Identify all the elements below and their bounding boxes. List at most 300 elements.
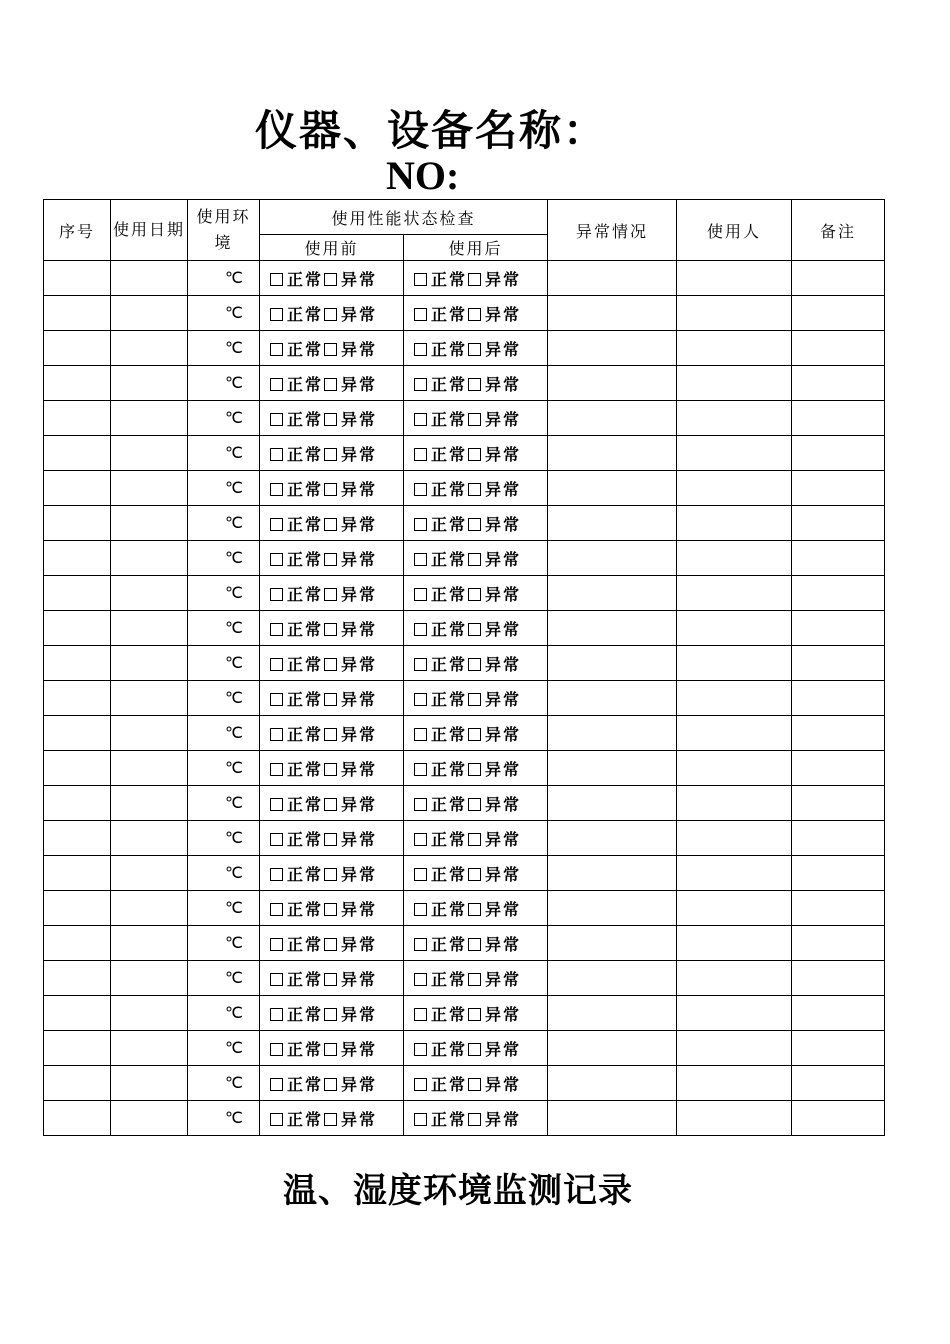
before-abnormal-label: 异常 <box>341 304 378 324</box>
seq-cell[interactable] <box>44 611 111 646</box>
env-temperature-cell[interactable]: ℃ <box>188 891 260 926</box>
before-normal-checkbox[interactable] <box>270 658 283 671</box>
env-temperature-cell[interactable]: ℃ <box>188 331 260 366</box>
abnormal-cell[interactable] <box>548 436 677 471</box>
user-cell[interactable] <box>677 436 792 471</box>
after-normal-checkbox[interactable] <box>414 308 427 321</box>
after-normal-checkbox[interactable] <box>414 623 427 636</box>
after-normal-checkbox[interactable] <box>414 1008 427 1021</box>
before-abnormal-checkbox[interactable] <box>324 448 337 461</box>
date-cell[interactable] <box>111 541 188 576</box>
before-abnormal-checkbox[interactable] <box>324 693 337 706</box>
before-abnormal-checkbox[interactable] <box>324 518 337 531</box>
remark-cell[interactable] <box>792 331 885 366</box>
before-status-cell <box>260 576 404 611</box>
env-temperature-cell[interactable]: ℃ <box>188 261 260 296</box>
user-cell[interactable] <box>677 891 792 926</box>
before-normal-checkbox[interactable] <box>270 938 283 951</box>
after-normal-checkbox[interactable] <box>414 1043 427 1056</box>
user-cell[interactable] <box>677 576 792 611</box>
env-temperature-cell[interactable]: ℃ <box>188 576 260 611</box>
before-status-cell <box>260 786 404 821</box>
before-abnormal-checkbox[interactable] <box>324 658 337 671</box>
abnormal-cell[interactable] <box>548 366 677 401</box>
after-status-cell <box>404 366 548 401</box>
after-normal-label: 正常 <box>431 584 468 604</box>
user-cell[interactable] <box>677 856 792 891</box>
after-abnormal-checkbox[interactable] <box>468 973 481 986</box>
seq-cell[interactable] <box>44 716 111 751</box>
date-cell[interactable] <box>111 821 188 856</box>
env-temperature-cell[interactable]: ℃ <box>188 821 260 856</box>
after-normal-checkbox[interactable] <box>414 343 427 356</box>
after-abnormal-checkbox[interactable] <box>468 833 481 846</box>
env-temperature-cell[interactable]: ℃ <box>188 1031 260 1066</box>
seq-cell[interactable] <box>44 751 111 786</box>
before-status-cell <box>260 471 404 506</box>
before-abnormal-checkbox[interactable] <box>324 973 337 986</box>
remark-cell[interactable] <box>792 961 885 996</box>
before-normal-checkbox[interactable] <box>270 833 283 846</box>
remark-cell[interactable] <box>792 541 885 576</box>
abnormal-cell[interactable] <box>548 996 677 1031</box>
after-normal-checkbox[interactable] <box>414 553 427 566</box>
after-normal-checkbox[interactable] <box>414 763 427 776</box>
seq-cell[interactable] <box>44 856 111 891</box>
env-temperature-cell[interactable]: ℃ <box>188 436 260 471</box>
before-normal-checkbox[interactable] <box>270 413 283 426</box>
after-status-cell <box>404 786 548 821</box>
env-temperature-cell[interactable]: ℃ <box>188 1066 260 1101</box>
user-cell[interactable] <box>677 471 792 506</box>
abnormal-cell[interactable] <box>548 401 677 436</box>
before-normal-checkbox[interactable] <box>270 518 283 531</box>
usage-record-table <box>43 199 885 1136</box>
abnormal-cell[interactable] <box>548 1031 677 1066</box>
after-abnormal-checkbox[interactable] <box>468 308 481 321</box>
env-temperature-cell[interactable]: ℃ <box>188 1101 260 1136</box>
before-normal-checkbox[interactable] <box>270 553 283 566</box>
before-normal-checkbox[interactable] <box>270 973 283 986</box>
after-normal-checkbox[interactable] <box>414 973 427 986</box>
date-cell[interactable] <box>111 611 188 646</box>
after-abnormal-checkbox[interactable] <box>468 378 481 391</box>
before-abnormal-checkbox[interactable] <box>324 903 337 916</box>
before-abnormal-checkbox[interactable] <box>324 273 337 286</box>
user-cell[interactable] <box>677 716 792 751</box>
date-cell[interactable] <box>111 471 188 506</box>
seq-cell[interactable] <box>44 296 111 331</box>
before-normal-checkbox[interactable] <box>270 308 283 321</box>
abnormal-cell[interactable] <box>548 471 677 506</box>
header-date: 使用日期 <box>111 200 188 261</box>
env-temperature-cell[interactable]: ℃ <box>188 611 260 646</box>
date-cell[interactable] <box>111 1066 188 1101</box>
after-normal-checkbox[interactable] <box>414 798 427 811</box>
before-normal-checkbox[interactable] <box>270 1043 283 1056</box>
after-abnormal-checkbox[interactable] <box>468 798 481 811</box>
after-abnormal-label: 异常 <box>485 654 522 674</box>
abnormal-cell[interactable] <box>548 891 677 926</box>
date-cell[interactable] <box>111 786 188 821</box>
before-status-cell <box>260 996 404 1031</box>
after-normal-checkbox[interactable] <box>414 728 427 741</box>
date-cell[interactable] <box>111 996 188 1031</box>
env-temperature-cell[interactable]: ℃ <box>188 471 260 506</box>
user-cell[interactable] <box>677 1066 792 1101</box>
after-abnormal-checkbox[interactable] <box>468 763 481 776</box>
after-normal-checkbox[interactable] <box>414 658 427 671</box>
remark-cell[interactable] <box>792 821 885 856</box>
before-abnormal-checkbox[interactable] <box>324 763 337 776</box>
after-abnormal-checkbox[interactable] <box>468 903 481 916</box>
before-normal-checkbox[interactable] <box>270 1078 283 1091</box>
date-cell[interactable] <box>111 891 188 926</box>
after-abnormal-checkbox[interactable] <box>468 1043 481 1056</box>
abnormal-cell[interactable] <box>548 611 677 646</box>
after-abnormal-checkbox[interactable] <box>468 938 481 951</box>
before-abnormal-checkbox[interactable] <box>324 483 337 496</box>
after-normal-checkbox[interactable] <box>414 588 427 601</box>
remark-cell[interactable] <box>792 471 885 506</box>
after-normal-label: 正常 <box>431 829 468 849</box>
table-row <box>44 996 885 1031</box>
before-abnormal-checkbox[interactable] <box>324 1008 337 1021</box>
remark-cell[interactable] <box>792 576 885 611</box>
abnormal-cell[interactable] <box>548 576 677 611</box>
before-abnormal-checkbox[interactable] <box>324 308 337 321</box>
after-abnormal-checkbox[interactable] <box>468 273 481 286</box>
before-abnormal-checkbox[interactable] <box>324 1113 337 1126</box>
after-abnormal-checkbox[interactable] <box>468 1113 481 1126</box>
env-temperature-cell[interactable]: ℃ <box>188 996 260 1031</box>
remark-cell[interactable] <box>792 891 885 926</box>
abnormal-cell[interactable] <box>548 331 677 366</box>
before-normal-label: 正常 <box>287 374 324 394</box>
after-abnormal-checkbox[interactable] <box>468 343 481 356</box>
seq-cell[interactable] <box>44 261 111 296</box>
before-normal-checkbox[interactable] <box>270 448 283 461</box>
date-cell[interactable] <box>111 401 188 436</box>
abnormal-cell[interactable] <box>548 541 677 576</box>
table-row <box>44 366 885 401</box>
seq-cell[interactable] <box>44 541 111 576</box>
date-cell[interactable] <box>111 331 188 366</box>
after-normal-checkbox[interactable] <box>414 273 427 286</box>
abnormal-cell[interactable] <box>548 751 677 786</box>
after-abnormal-checkbox[interactable] <box>468 868 481 881</box>
before-normal-checkbox[interactable] <box>270 623 283 636</box>
remark-cell[interactable] <box>792 716 885 751</box>
before-abnormal-label: 异常 <box>341 444 378 464</box>
before-normal-checkbox[interactable] <box>270 798 283 811</box>
user-cell[interactable] <box>677 261 792 296</box>
before-abnormal-label: 异常 <box>341 339 378 359</box>
user-cell[interactable] <box>677 1101 792 1136</box>
before-abnormal-checkbox[interactable] <box>324 728 337 741</box>
seq-cell[interactable] <box>44 366 111 401</box>
env-temperature-cell[interactable]: ℃ <box>188 681 260 716</box>
abnormal-cell[interactable] <box>548 926 677 961</box>
after-abnormal-checkbox[interactable] <box>468 1078 481 1091</box>
before-abnormal-checkbox[interactable] <box>324 553 337 566</box>
seq-cell[interactable] <box>44 471 111 506</box>
after-normal-label: 正常 <box>431 689 468 709</box>
date-cell[interactable] <box>111 716 188 751</box>
before-abnormal-checkbox[interactable] <box>324 588 337 601</box>
user-cell[interactable] <box>677 681 792 716</box>
env-temperature-cell[interactable]: ℃ <box>188 541 260 576</box>
env-temperature-cell[interactable]: ℃ <box>188 856 260 891</box>
before-abnormal-label: 异常 <box>341 794 378 814</box>
date-cell[interactable] <box>111 1101 188 1136</box>
remark-cell[interactable] <box>792 1066 885 1101</box>
before-normal-label: 正常 <box>287 1039 324 1059</box>
user-cell[interactable] <box>677 611 792 646</box>
after-normal-checkbox[interactable] <box>414 378 427 391</box>
remark-cell[interactable] <box>792 401 885 436</box>
date-cell[interactable] <box>111 751 188 786</box>
env-temperature-cell[interactable]: ℃ <box>188 366 260 401</box>
seq-cell[interactable] <box>44 576 111 611</box>
before-status-cell <box>260 1031 404 1066</box>
before-status-cell <box>260 821 404 856</box>
env-temperature-cell[interactable]: ℃ <box>188 961 260 996</box>
after-normal-checkbox[interactable] <box>414 833 427 846</box>
before-abnormal-checkbox[interactable] <box>324 1043 337 1056</box>
user-cell[interactable] <box>677 751 792 786</box>
before-abnormal-label: 异常 <box>341 549 378 569</box>
after-abnormal-checkbox[interactable] <box>468 1008 481 1021</box>
after-abnormal-checkbox[interactable] <box>468 693 481 706</box>
remark-cell[interactable] <box>792 1101 885 1136</box>
before-normal-checkbox[interactable] <box>270 1113 283 1126</box>
after-abnormal-checkbox[interactable] <box>468 553 481 566</box>
remark-cell[interactable] <box>792 506 885 541</box>
before-normal-checkbox[interactable] <box>270 588 283 601</box>
before-status-cell <box>260 751 404 786</box>
date-cell[interactable] <box>111 296 188 331</box>
before-normal-checkbox[interactable] <box>270 728 283 741</box>
user-cell[interactable] <box>677 646 792 681</box>
user-cell[interactable] <box>677 366 792 401</box>
remark-cell[interactable] <box>792 786 885 821</box>
before-abnormal-checkbox[interactable] <box>324 938 337 951</box>
abnormal-cell[interactable] <box>548 961 677 996</box>
after-status-cell <box>404 716 548 751</box>
after-normal-checkbox[interactable] <box>414 518 427 531</box>
user-cell[interactable] <box>677 401 792 436</box>
before-abnormal-label: 异常 <box>341 969 378 989</box>
date-cell[interactable] <box>111 856 188 891</box>
before-normal-checkbox[interactable] <box>270 868 283 881</box>
abnormal-cell[interactable] <box>548 1101 677 1136</box>
abnormal-cell[interactable] <box>548 821 677 856</box>
after-normal-checkbox[interactable] <box>414 868 427 881</box>
seq-cell[interactable] <box>44 436 111 471</box>
after-status-cell <box>404 751 548 786</box>
before-abnormal-checkbox[interactable] <box>324 413 337 426</box>
remark-cell[interactable] <box>792 751 885 786</box>
remark-cell[interactable] <box>792 926 885 961</box>
abnormal-cell[interactable] <box>548 296 677 331</box>
before-abnormal-checkbox[interactable] <box>324 1078 337 1091</box>
seq-cell[interactable] <box>44 1101 111 1136</box>
after-normal-label: 正常 <box>431 1109 468 1129</box>
table-row <box>44 891 885 926</box>
date-cell[interactable] <box>111 646 188 681</box>
date-cell[interactable] <box>111 576 188 611</box>
env-temperature-cell[interactable]: ℃ <box>188 751 260 786</box>
after-abnormal-checkbox[interactable] <box>468 623 481 636</box>
before-normal-checkbox[interactable] <box>270 693 283 706</box>
after-normal-checkbox[interactable] <box>414 903 427 916</box>
before-normal-checkbox[interactable] <box>270 273 283 286</box>
table-row <box>44 751 885 786</box>
user-cell[interactable] <box>677 996 792 1031</box>
date-cell[interactable] <box>111 506 188 541</box>
remark-cell[interactable] <box>792 681 885 716</box>
abnormal-cell[interactable] <box>548 261 677 296</box>
seq-cell[interactable] <box>44 401 111 436</box>
before-abnormal-checkbox[interactable] <box>324 798 337 811</box>
after-abnormal-checkbox[interactable] <box>468 413 481 426</box>
table-row <box>44 331 885 366</box>
before-normal-checkbox[interactable] <box>270 763 283 776</box>
user-cell[interactable] <box>677 296 792 331</box>
seq-cell[interactable] <box>44 961 111 996</box>
env-temperature-cell[interactable]: ℃ <box>188 506 260 541</box>
after-normal-label: 正常 <box>431 374 468 394</box>
seq-cell[interactable] <box>44 506 111 541</box>
before-normal-checkbox[interactable] <box>270 343 283 356</box>
user-cell[interactable] <box>677 961 792 996</box>
env-temperature-cell[interactable]: ℃ <box>188 646 260 681</box>
after-status-cell <box>404 926 548 961</box>
user-cell[interactable] <box>677 821 792 856</box>
seq-cell[interactable] <box>44 331 111 366</box>
after-abnormal-checkbox[interactable] <box>468 658 481 671</box>
seq-cell[interactable] <box>44 1066 111 1101</box>
date-cell[interactable] <box>111 436 188 471</box>
remark-cell[interactable] <box>792 261 885 296</box>
before-normal-checkbox[interactable] <box>270 1008 283 1021</box>
before-normal-checkbox[interactable] <box>270 378 283 391</box>
after-normal-checkbox[interactable] <box>414 483 427 496</box>
table-row <box>44 541 885 576</box>
after-normal-label: 正常 <box>431 269 468 289</box>
after-normal-checkbox[interactable] <box>414 693 427 706</box>
seq-cell[interactable] <box>44 996 111 1031</box>
date-cell[interactable] <box>111 926 188 961</box>
after-abnormal-checkbox[interactable] <box>468 728 481 741</box>
after-abnormal-label: 异常 <box>485 444 522 464</box>
after-status-cell <box>404 1031 548 1066</box>
before-status-cell <box>260 331 404 366</box>
date-cell[interactable] <box>111 961 188 996</box>
before-normal-checkbox[interactable] <box>270 483 283 496</box>
after-normal-checkbox[interactable] <box>414 448 427 461</box>
after-normal-label: 正常 <box>431 409 468 429</box>
date-cell[interactable] <box>111 366 188 401</box>
abnormal-cell[interactable] <box>548 716 677 751</box>
after-normal-checkbox[interactable] <box>414 1078 427 1091</box>
before-normal-checkbox[interactable] <box>270 903 283 916</box>
env-temperature-cell[interactable]: ℃ <box>188 926 260 961</box>
after-abnormal-label: 异常 <box>485 409 522 429</box>
seq-cell[interactable] <box>44 681 111 716</box>
remark-cell[interactable] <box>792 996 885 1031</box>
seq-cell[interactable] <box>44 786 111 821</box>
remark-cell[interactable] <box>792 436 885 471</box>
after-abnormal-label: 异常 <box>485 969 522 989</box>
env-temperature-cell[interactable]: ℃ <box>188 716 260 751</box>
seq-cell[interactable] <box>44 926 111 961</box>
user-cell[interactable] <box>677 541 792 576</box>
after-normal-checkbox[interactable] <box>414 413 427 426</box>
after-abnormal-checkbox[interactable] <box>468 518 481 531</box>
seq-cell[interactable] <box>44 891 111 926</box>
abnormal-cell[interactable] <box>548 681 677 716</box>
after-abnormal-checkbox[interactable] <box>468 448 481 461</box>
user-cell[interactable] <box>677 926 792 961</box>
remark-cell[interactable] <box>792 856 885 891</box>
after-normal-checkbox[interactable] <box>414 938 427 951</box>
before-abnormal-checkbox[interactable] <box>324 378 337 391</box>
env-temperature-cell[interactable]: ℃ <box>188 786 260 821</box>
date-cell[interactable] <box>111 681 188 716</box>
user-cell[interactable] <box>677 1031 792 1066</box>
table-row <box>44 716 885 751</box>
before-abnormal-checkbox[interactable] <box>324 868 337 881</box>
before-abnormal-label: 异常 <box>341 829 378 849</box>
before-normal-label: 正常 <box>287 619 324 639</box>
remark-cell[interactable] <box>792 296 885 331</box>
before-normal-label: 正常 <box>287 339 324 359</box>
abnormal-cell[interactable] <box>548 786 677 821</box>
seq-cell[interactable] <box>44 1031 111 1066</box>
remark-cell[interactable] <box>792 1031 885 1066</box>
after-status-cell <box>404 506 548 541</box>
abnormal-cell[interactable] <box>548 506 677 541</box>
user-cell[interactable] <box>677 506 792 541</box>
before-abnormal-checkbox[interactable] <box>324 833 337 846</box>
after-normal-label: 正常 <box>431 339 468 359</box>
user-cell[interactable] <box>677 331 792 366</box>
abnormal-cell[interactable] <box>548 1066 677 1101</box>
seq-cell[interactable] <box>44 646 111 681</box>
before-abnormal-checkbox[interactable] <box>324 623 337 636</box>
remark-cell[interactable] <box>792 646 885 681</box>
after-normal-checkbox[interactable] <box>414 1113 427 1126</box>
date-cell[interactable] <box>111 1031 188 1066</box>
remark-cell[interactable] <box>792 611 885 646</box>
before-abnormal-checkbox[interactable] <box>324 343 337 356</box>
user-cell[interactable] <box>677 786 792 821</box>
env-temperature-cell[interactable]: ℃ <box>188 401 260 436</box>
abnormal-cell[interactable] <box>548 646 677 681</box>
after-abnormal-checkbox[interactable] <box>468 483 481 496</box>
seq-cell[interactable] <box>44 821 111 856</box>
abnormal-cell[interactable] <box>548 856 677 891</box>
before-abnormal-label: 异常 <box>341 934 378 954</box>
date-cell[interactable] <box>111 261 188 296</box>
after-status-cell <box>404 821 548 856</box>
after-normal-label: 正常 <box>431 479 468 499</box>
env-temperature-cell[interactable]: ℃ <box>188 296 260 331</box>
remark-cell[interactable] <box>792 366 885 401</box>
after-abnormal-checkbox[interactable] <box>468 588 481 601</box>
